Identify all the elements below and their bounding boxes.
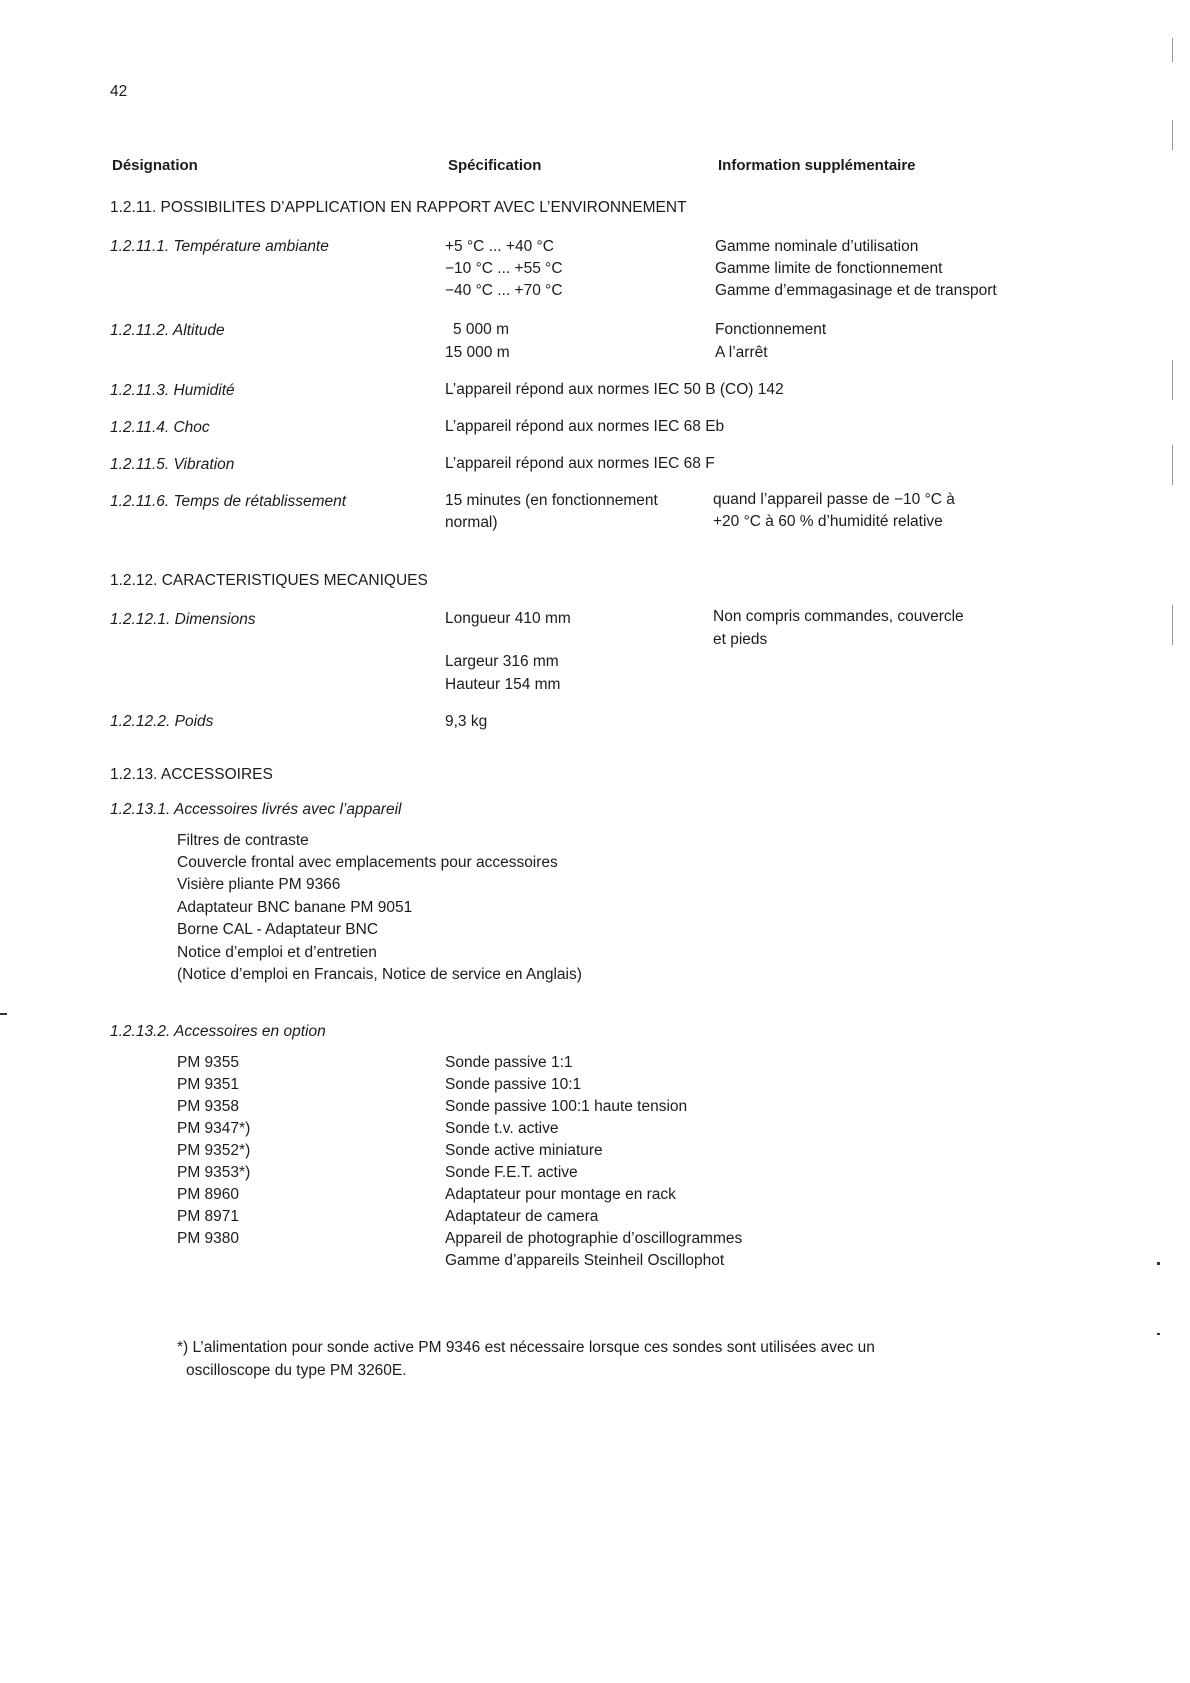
section-title-1-2-11: 1.2.11. POSSIBILITES D’APPLICATION EN RAPPORT AVEC L’ENVIRONNEMENT xyxy=(110,199,687,216)
spec-dimensions-height: Hauteur 154 mm xyxy=(445,676,561,693)
supplied-accessory-item: Couvercle frontal avec emplacements pour accessoires xyxy=(177,854,558,871)
optional-accessory-code: PM 9353*) xyxy=(177,1164,251,1181)
item-label-recovery-time: 1.2.11.6. Temps de rétablissement xyxy=(110,493,347,510)
spec-dimensions-length: Longueur 410 mm xyxy=(445,610,571,627)
page-number: 42 xyxy=(110,83,128,100)
optional-accessory-code: PM 8971 xyxy=(177,1208,240,1225)
optional-accessory-code: PM 9351 xyxy=(177,1076,240,1093)
margin-mark xyxy=(1172,120,1173,150)
info-recovery-time-2: +20 °C à 60 % d’humidité relative xyxy=(713,513,943,530)
optional-accessory-desc: Sonde t.v. active xyxy=(445,1120,559,1137)
margin-mark xyxy=(1157,1333,1160,1335)
supplied-accessory-item: Borne CAL - Adaptateur BNC xyxy=(177,921,379,938)
info-temperature-3: Gamme d’emmagasinage et de transport xyxy=(715,282,997,299)
margin-mark xyxy=(1157,1262,1160,1265)
optional-accessory-desc: Sonde passive 100:1 haute tension xyxy=(445,1098,688,1115)
spec-shock: L’appareil répond aux normes IEC 68 Eb xyxy=(445,418,725,435)
spec-recovery-time-1: 15 minutes (en fonctionnement xyxy=(445,492,658,509)
optional-accessory-code: PM 9352*) xyxy=(177,1142,251,1159)
header-specification: Spécification xyxy=(448,157,542,174)
info-recovery-time-1: quand l’appareil passe de −10 °C à xyxy=(713,491,955,508)
supplied-accessory-item: (Notice d’emploi en Francais, Notice de service en Anglais) xyxy=(177,966,582,983)
optional-accessory-code: PM 8960 xyxy=(177,1186,240,1203)
info-altitude-2: A l’arrêt xyxy=(715,344,768,361)
supplied-accessory-item: Filtres de contraste xyxy=(177,832,309,849)
spec-dimensions-width: Largeur 316 mm xyxy=(445,653,559,670)
spec-temperature-2: −10 °C ... +55 °C xyxy=(445,260,563,277)
info-temperature-1: Gamme nominale d’utilisation xyxy=(715,238,919,255)
margin-mark xyxy=(0,1013,7,1015)
footnote-line-2: oscilloscope du type PM 3260E. xyxy=(186,1362,407,1379)
footnote-line-1: *) L’alimentation pour sonde active PM 9346 est nécessaire lorsque ces sondes sont utilisées avec un xyxy=(177,1339,875,1356)
supplied-accessory-item: Adaptateur BNC banane PM 9051 xyxy=(177,899,413,916)
optional-accessory-desc: Sonde passive 1:1 xyxy=(445,1054,573,1071)
supplied-accessory-item: Visière pliante PM 9366 xyxy=(177,876,341,893)
spec-temperature-3: −40 °C ... +70 °C xyxy=(445,282,563,299)
item-label-shock: 1.2.11.4. Choc xyxy=(110,419,210,436)
spec-temperature-1: +5 °C ... +40 °C xyxy=(445,238,554,255)
margin-mark xyxy=(1172,38,1173,62)
spec-vibration: L’appareil répond aux normes IEC 68 F xyxy=(445,455,715,472)
margin-mark xyxy=(1172,360,1173,400)
optional-accessory-code: PM 9380 xyxy=(177,1230,240,1247)
optional-accessory-code: PM 9355 xyxy=(177,1054,240,1071)
info-temperature-2: Gamme limite de fonctionnement xyxy=(715,260,943,277)
optional-accessories-label: 1.2.13.2. Accessoires en option xyxy=(110,1023,326,1040)
section-title-1-2-13: 1.2.13. ACCESSOIRES xyxy=(110,766,273,783)
item-label-temperature: 1.2.11.1. Température ambiante xyxy=(110,238,329,255)
item-label-weight: 1.2.12.2. Poids xyxy=(110,713,214,730)
spec-altitude-2: 15 000 m xyxy=(445,344,510,361)
margin-mark xyxy=(1172,605,1173,645)
supplied-accessories-label: 1.2.13.1. Accessoires livrés avec l’appareil xyxy=(110,801,402,818)
optional-accessory-desc: Sonde active miniature xyxy=(445,1142,603,1159)
spec-humidity: L’appareil répond aux normes IEC 50 B (CO) 142 xyxy=(445,381,784,398)
item-label-humidity: 1.2.11.3. Humidité xyxy=(110,382,235,399)
optional-accessory-desc: Gamme d’appareils Steinheil Oscillophot xyxy=(445,1252,725,1269)
item-label-dimensions: 1.2.12.1. Dimensions xyxy=(110,611,256,628)
optional-accessory-desc: Adaptateur de camera xyxy=(445,1208,599,1225)
optional-accessory-desc: Sonde F.E.T. active xyxy=(445,1164,578,1181)
optional-accessory-desc: Appareil de photographie d’oscillogrammes xyxy=(445,1230,743,1247)
optional-accessory-code: PM 9358 xyxy=(177,1098,240,1115)
section-title-1-2-12: 1.2.12. CARACTERISTIQUES MECANIQUES xyxy=(110,572,428,589)
info-dimensions-1: Non compris commandes, couvercle xyxy=(713,608,964,625)
item-label-altitude: 1.2.11.2. Altitude xyxy=(110,322,225,339)
item-label-vibration: 1.2.11.5. Vibration xyxy=(110,456,235,473)
supplied-accessory-item: Notice d’emploi et d’entretien xyxy=(177,944,377,961)
spec-weight: 9,3 kg xyxy=(445,713,488,730)
header-designation: Désignation xyxy=(112,157,198,174)
info-dimensions-2: et pieds xyxy=(713,631,768,648)
margin-mark xyxy=(1172,445,1173,485)
info-altitude-1: Fonctionnement xyxy=(715,321,827,338)
optional-accessory-code: PM 9347*) xyxy=(177,1120,251,1137)
header-information: Information supplémentaire xyxy=(718,157,916,174)
optional-accessory-desc: Sonde passive 10:1 xyxy=(445,1076,582,1093)
optional-accessory-desc: Adaptateur pour montage en rack xyxy=(445,1186,676,1203)
spec-recovery-time-2: normal) xyxy=(445,514,498,531)
spec-altitude-1: 5 000 m xyxy=(453,321,510,338)
